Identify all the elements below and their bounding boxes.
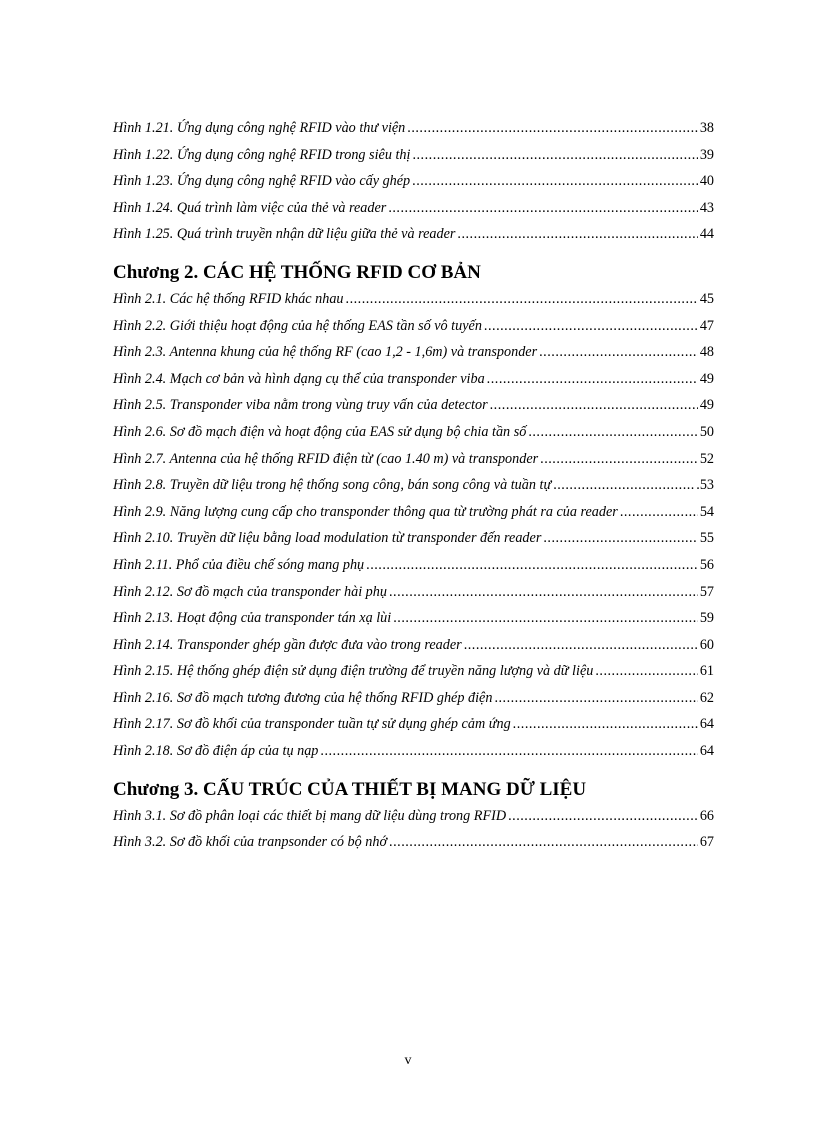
figure-entry[interactable] [113, 557, 714, 584]
dot-leader [490, 397, 698, 414]
figure-entry[interactable] [113, 584, 714, 611]
figure-title: Hình 2.12. Sơ đồ mạch của transponder hài phụ [113, 583, 387, 600]
figure-title: Hình 2.3. Antenna khung của hệ thống RF (cao 1,2 - 1,6m) và transponder [113, 344, 538, 361]
figure-page-number: 66 [699, 807, 714, 824]
figure-entry[interactable] [113, 743, 714, 770]
figure-title: Hình 2.4. Mạch cơ bản và hình dạng cụ thể của transponder viba [113, 370, 485, 387]
figure-entry[interactable] [113, 690, 714, 717]
figure-page-number: 62 [699, 689, 714, 706]
figure-title: Hình 1.22. Ứng dụng công nghệ RFID trong siêu thị [113, 146, 411, 163]
figure-page-number: 61 [699, 663, 714, 680]
dot-leader [464, 637, 698, 654]
figure-page-number: 60 [699, 636, 714, 653]
figure-entry[interactable] [113, 530, 714, 557]
dot-leader [389, 584, 698, 601]
figure-page-number: 47 [699, 317, 714, 334]
figure-title: Hình 2.5. Transponder viba nằm trong vùng truy vấn của detector [113, 397, 488, 414]
dot-leader [539, 344, 698, 361]
dot-leader [320, 743, 697, 760]
figure-title: Hình 1.23. Ứng dụng công nghệ RFID vào cấy ghép [113, 173, 411, 190]
dot-leader [620, 504, 698, 521]
dot-leader [393, 610, 698, 627]
figure-title: Hình 3.1. Sơ đồ phân loại các thiết bị mang dữ liệu dùng trong RFID [113, 807, 507, 824]
figure-entry[interactable] [113, 610, 714, 637]
figure-page-number: 39 [699, 146, 714, 163]
figure-page-number: 57 [699, 583, 714, 600]
dot-leader [543, 530, 697, 547]
figure-page-number: 54 [699, 503, 714, 520]
figure-page-number: .53 [696, 477, 714, 494]
dot-leader [487, 371, 698, 388]
chapter-heading: Chương 3. CẤU TRÚC CỦA THIẾT BỊ MANG DỮ LIỆU [113, 778, 587, 800]
dot-leader [389, 834, 698, 851]
figure-title: Hình 2.8. Truyền dữ liệu trong hệ thống song công, bán song công và tuần tự [113, 477, 552, 494]
figure-entry[interactable] [113, 477, 714, 504]
figure-page-number: 44 [699, 226, 714, 243]
dot-leader [540, 451, 698, 468]
dot-leader [412, 147, 697, 164]
figure-page-number: 48 [699, 344, 714, 361]
dot-leader [412, 173, 698, 190]
figure-title: Hình 1.21. Ứng dụng công nghệ RFID vào thư viện [113, 120, 406, 136]
figure-page-number: 52 [699, 450, 714, 467]
dot-leader [366, 557, 698, 574]
figure-page-number: 43 [699, 199, 714, 216]
figure-title: Hình 2.11. Phổ của điều chế sóng mang phụ [113, 556, 365, 573]
figure-title: Hình 2.18. Sơ đồ điện áp của tụ nạp [113, 743, 319, 760]
figure-title: Hình 3.2. Sơ đồ khối của tranpsonder có bộ nhớ [113, 834, 388, 851]
figure-entry[interactable] [113, 834, 714, 861]
figure-page-number: 67 [699, 834, 714, 851]
figure-title: Hình 2.15. Hệ thống ghép điện sử dụng điện trường để truyền năng lượng và dữ liệu [113, 663, 594, 680]
figure-entry[interactable] [113, 397, 714, 424]
figure-entry[interactable] [113, 318, 714, 345]
figure-page-number: 45 [699, 290, 714, 307]
figure-title: Hình 1.24. Quá trình làm việc của thẻ và reader [113, 199, 387, 216]
figure-page-number: 55 [699, 530, 714, 547]
dot-leader [407, 120, 698, 137]
dot-leader [553, 477, 694, 494]
dot-leader [484, 318, 698, 335]
figure-page-number: 50 [699, 423, 714, 440]
figure-title: Hình 2.17. Sơ đồ khối của transponder tuần tự sử dụng ghép cảm ứng [113, 716, 511, 733]
figure-page-number: 64 [699, 716, 714, 733]
figure-title: Hình 2.10. Truyền dữ liệu bằng load modulation từ transponder đến reader [113, 530, 542, 547]
figure-page-number: 38 [699, 120, 714, 136]
figure-page-number: 49 [699, 397, 714, 414]
figure-entry[interactable] [113, 344, 714, 371]
figure-entry[interactable] [113, 663, 714, 690]
figure-entry[interactable] [113, 226, 714, 253]
dot-leader [513, 716, 698, 733]
dot-leader [494, 690, 697, 707]
dot-leader [595, 663, 697, 680]
figure-entry[interactable] [113, 451, 714, 478]
dot-leader [508, 808, 698, 825]
figure-page-number: 64 [699, 743, 714, 760]
figure-title: Hình 2.7. Antenna của hệ thống RFID điện từ (cao 1.40 m) và transponder [113, 450, 539, 467]
figure-entry[interactable] [113, 637, 714, 664]
figure-entry[interactable] [113, 120, 714, 147]
figure-entry[interactable] [113, 424, 714, 451]
figure-title: Hình 2.13. Hoạt động của transponder tán xạ lùi [113, 610, 392, 627]
figure-title: Hình 2.16. Sơ đồ mạch tương đương của hệ thống RFID ghép điện [113, 689, 493, 706]
figure-entry[interactable] [113, 371, 714, 398]
list-of-figures [113, 120, 714, 861]
dot-leader [346, 291, 698, 308]
figure-page-number: 49 [699, 370, 714, 387]
chapter-heading: Chương 2. CÁC HỆ THỐNG RFID CƠ BẢN [113, 261, 481, 283]
page-number: v [404, 1053, 412, 1068]
figure-title: Hình 2.1. Các hệ thống RFID khác nhau [113, 290, 344, 307]
figure-title: Hình 1.25. Quá trình truyền nhận dữ liệu giữa thẻ và reader [113, 226, 456, 243]
figure-entry[interactable] [113, 808, 714, 835]
figure-page-number: 40 [699, 173, 714, 190]
figure-entry[interactable] [113, 173, 714, 200]
figure-entry[interactable] [113, 716, 714, 743]
dot-leader [388, 200, 697, 217]
dot-leader [528, 424, 698, 441]
figure-entry[interactable] [113, 291, 714, 318]
figure-entry[interactable] [113, 200, 714, 227]
figure-title: Hình 2.9. Năng lượng cung cấp cho transponder thông qua từ trường phát ra của reader [113, 503, 618, 520]
figure-title: Hình 2.2. Giới thiệu hoạt động của hệ thống EAS tần số vô tuyến [113, 317, 482, 334]
dot-leader [457, 226, 697, 243]
figure-page-number: 59 [699, 610, 714, 627]
figure-title: Hình 2.14. Transponder ghép gần được đưa vào trong reader [113, 636, 462, 653]
figure-title: Hình 2.6. Sơ đồ mạch điện và hoạt động của EAS sử dụng bộ chia tần số [113, 423, 527, 440]
figure-page-number: 56 [699, 556, 714, 573]
figure-entry[interactable] [113, 147, 714, 174]
figure-entry[interactable] [113, 504, 714, 531]
